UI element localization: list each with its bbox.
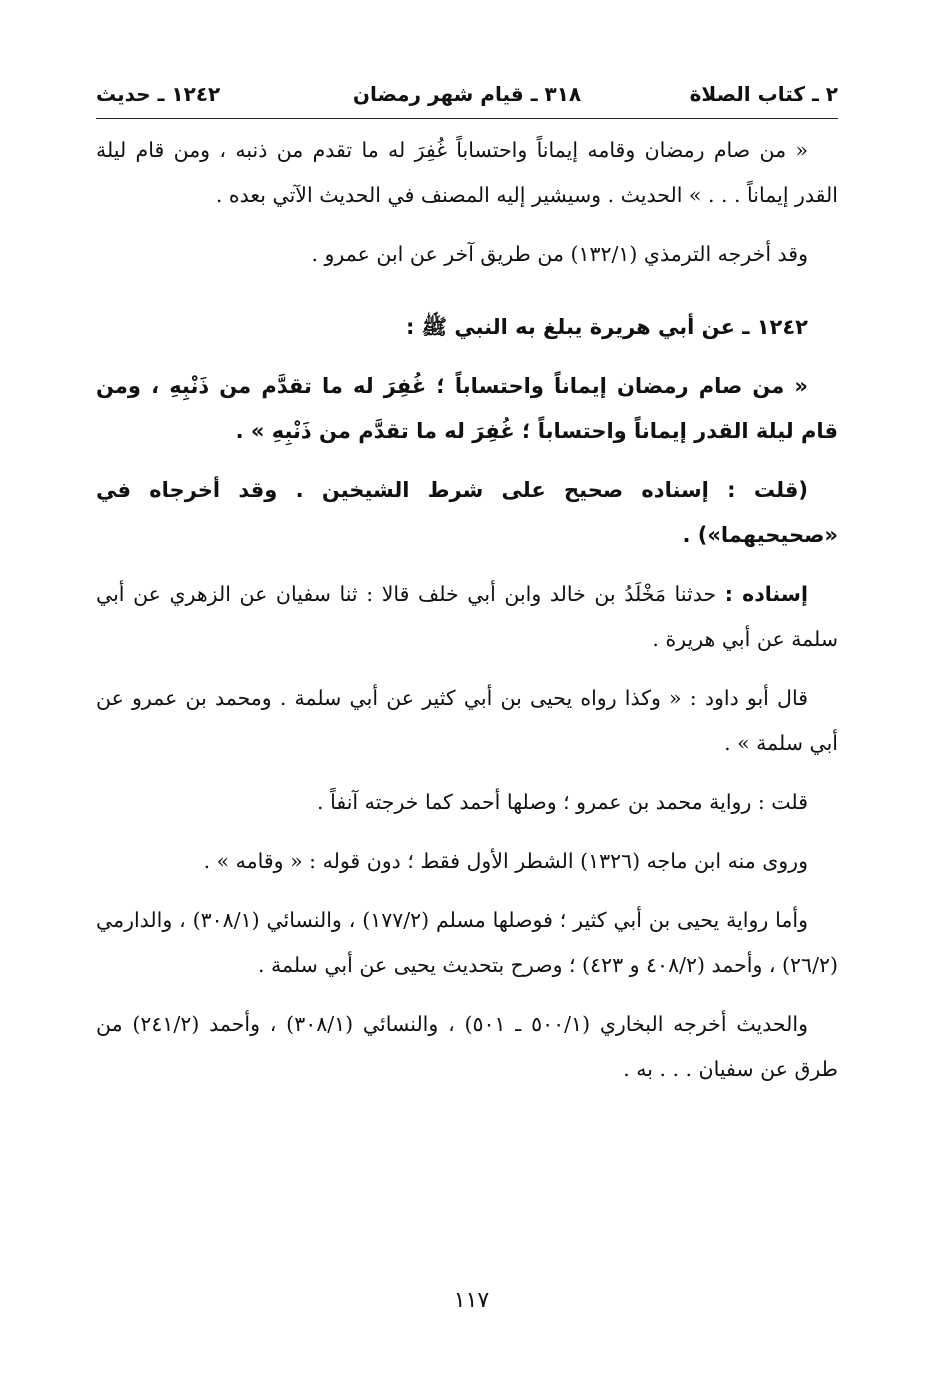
muhammad-ibn-amr-note: قلت : رواية محمد بن عمرو ؛ وصلها أحمد كما خرجته آنفاً .: [317, 790, 808, 814]
header-hadith-number: ١٢٤٢ ـ حديث: [96, 82, 221, 106]
running-header: [96, 78, 838, 114]
header-divider: [96, 118, 838, 119]
header-chapter-title: ٣١٨ ـ قيام شهر رمضان: [352, 82, 582, 106]
isnad-paragraph: [96, 572, 838, 662]
header-book-title: ٢ ـ كتاب الصلاة: [689, 82, 838, 106]
hadith-heading: ١٢٤٢ ـ عن أبي هريرة يبلغ به النبي ﷺ :: [405, 315, 808, 339]
isnad-text: حدثنا مَخْلَدُ بن خالد وابن أبي خلف قالا : ثنا سفيان عن الزهري عن أبي سلمة عن أبي هريرة .: [96, 582, 838, 651]
grading-note: (قلت : إسناده صحيح على شرط الشيخين . وقد أخرجاه في «صحيحيهما») .: [96, 478, 838, 547]
takhrij-note: والحديث أخرجه البخاري (٥٠٠/١ ـ ٥٠١) ، والنسائي (٣٠٨/١) ، وأحمد (٢٤١/٢) من طرق عن سفيان . . . به .: [96, 1012, 838, 1081]
yahya-narration-note: وأما رواية يحيى بن أبي كثير ؛ فوصلها مسلم (١٧٧/٢) ، والنسائي (٣٠٨/١) ، والدارمي (٢٦/٢) ، وأحمد (٤٠٨/٢ و ٤٢٣) ؛ وصرح بتحديث يحيى عن أبي سلمة .: [96, 908, 838, 977]
page-body: [96, 128, 838, 1106]
hadith-text: « من صام رمضان إيماناً واحتساباً ؛ غُفِرَ له ما تقدَّم من ذَنْبِهِ ، ومن قام ليلة القدر إيماناً واحتساباً ؛ غُفِرَ له ما تقدَّم من ذَنْبِهِ » .: [96, 374, 838, 443]
abu-dawud-note: قال أبو داود : « وكذا رواه يحيى بن أبي كثير عن أبي سلمة . ومحمد بن عمرو عن أبي سلمة » .: [96, 686, 838, 755]
page-number: ١١٧: [453, 1288, 490, 1313]
paragraph-tirmidhi: وقد أخرجه الترمذي (١٣٢/١) من طريق آخر عن ابن عمرو .: [311, 242, 808, 266]
isnad-lead: إسناده :: [724, 582, 808, 606]
ibn-majah-note: وروى منه ابن ماجه (١٣٢٦) الشطر الأول فقط ؛ دون قوله : « وقامه » .: [203, 849, 808, 873]
paragraph-continuation: « من صام رمضان وقامه إيماناً واحتساباً غُفِرَ له ما تقدم من ذنبه ، ومن قام ليلة القدر إيماناً . . . » الحديث . وسيشير إليه المصنف في الحديث الآتي بعده .: [96, 138, 838, 207]
